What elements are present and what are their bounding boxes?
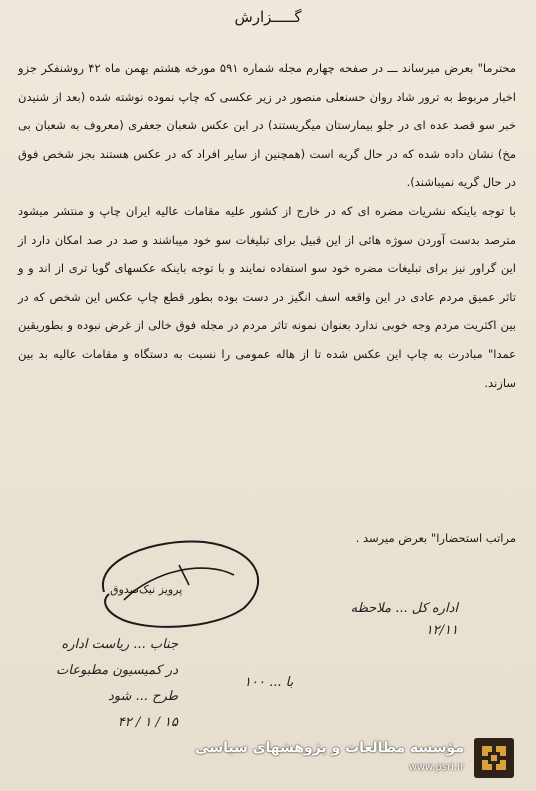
report-paragraph-2: با توجه باینکه نشریات مضره ای که در خارج از کشور علیه مقامات عالیه ایران چاپ و منتشر میشود مترصد بدست آوردن سوژه هائی از این قبیل برای تبلیغات سو خود میباشند و صد در صد امکان دارد از این گراور نیز برای تبلیغات مضره خود سو استفاده نمایند و با توجه باینکه عکسهای گویا تری از اند و و تاثر عمیق مردم عادی در این واقعه اسف انگیز در دست بوده بطور قطع چاپ عکس این شخص که در بین اکثریت مردم وجه خوبی ندارد بعنوان نمونه تاثر مردم در مجله فوق خالی از غرض نبوده و بطوریقین عمدا" مبادرت به چاپ این عکس شده تا از هاله عمومی را نسبت به دستگاه و مقامات عالیه بد بین سازند.: [18, 203, 516, 390]
institute-logo-icon: [474, 738, 514, 778]
closing-line: مراتب استحضارا" بعرض میرسد .: [355, 531, 516, 545]
report-paragraph-1: محترما" بعرض میرساند ـــ در صفحه چهارم مجله شماره ۵۹۱ مورخه هشتم بهمن ماه ۴۲ روشنفکر جزو اخبار مربوط به ترور شاد روان حسنعلی منصور در زیر عکسی که چاپ نموده نوشته شده (بعد از شنیدن خبر سو قصد عده ای در جلو بیمارستان میگریستند) در این عکس شعبان جعفری (معروف به شعبان بی مخ) نشان داده شده که در حال گریه است (همچنین از سایر افراد که در عکس هستند بجز شخص فوق در حال گریه نمیباشند).: [18, 61, 516, 190]
watermark: [195, 730, 524, 782]
handwritten-note-right-line-2: ۱۲/۱۱: [425, 623, 458, 638]
signatory-name: پرویز نیک‌صدوق: [110, 583, 183, 596]
handwritten-note-bottom: با ... ۱۰۰: [244, 675, 294, 690]
handwritten-note-left-line-3: طرح ... شود: [108, 689, 178, 704]
watermark-org-name: مؤسسه مطالعات و پژوهشهای سیاسی: [195, 740, 464, 756]
handwritten-note-left-line-1: جناب ... ریاست اداره: [61, 637, 178, 652]
handwritten-note-left: [28, 632, 178, 736]
document-title: گـــــزارش: [234, 8, 302, 26]
handwritten-note-right: [351, 598, 458, 642]
handwritten-note-left-date: ۱۵ / ۱ / ۴۲: [117, 715, 178, 730]
report-body: [18, 54, 516, 397]
handwritten-note-right-line-1: اداره کل ... ملاحظه: [350, 601, 458, 616]
watermark-url: www.psri.ir: [408, 762, 464, 773]
handwritten-note-left-line-2: در کمیسیون مطبوعات: [56, 663, 178, 678]
